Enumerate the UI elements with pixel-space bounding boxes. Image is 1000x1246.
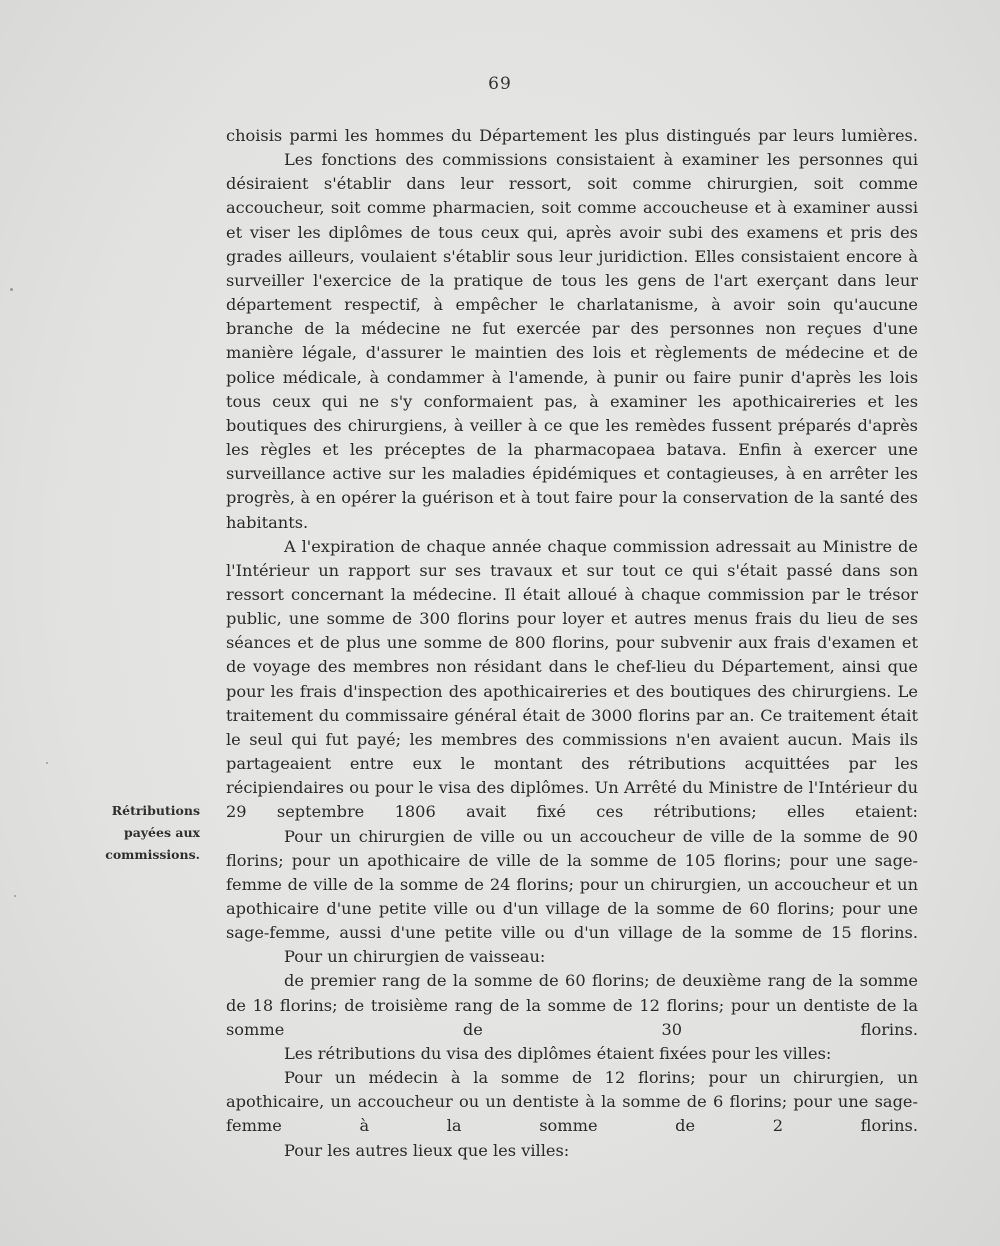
paragraph: Pour un chirurgien de ville ou un accoucheur de ville de la somme de 90 florins; pour un apothicaire de ville de la somme de 105 florins; pour une sage-femme de ville de la somme de 24 florins; pour un chirurgien, un accoucheur et un apothicaire d'une petite ville ou d'un village de la somme de 60 florins; pour une sage-femme, aussi d'une petite ville ou d'un village de la somme de 15 florins. [226,826,918,943]
page-number: 69 [488,74,512,94]
paragraph: Les fonctions des commissions consistaient à examiner les personnes qui désiraient s'établir dans leur ressort, soit comme chirurgien, soit comme accoucheur, soit comme pharmacien, soit comme accoucheuse et à examiner aussi et viser les diplômes de tous ceux qui, après avoir subi des examens et pris des grades ailleurs, voulaient s'établir sous leur juridiction. Elles consistaient encore à surveiller l'exercice de la pratique de tous les gens de l'art exerçant dans leur département respectif, à empêcher le charlatanisme, à avoir soin qu'aucune branche de la médecine ne fut exercée par des personnes non reçues d'une manière légale, d'assurer le maintien des lois et règlements de médecine et de police médicale, à condammer à l'amende, à punir ou faire punir d'après les lois tous ceux qui ne s'y conformaient pas, à examiner les apothicaireries et les boutiques des chirurgiens, à veiller à ce que les remèdes fussent préparés d'après les règles et les préceptes de la pharmacopaea batava. Enfin à exercer une surveillance active sur les maladies épidémiques et contagieuses, à en arrêter les progrès, à en opérer la guérison et à tout faire pour la conservation de la santé des habitants. [226,150,918,532]
paragraph: de premier rang de la somme de 60 florins; de deuxième rang de la somme de 18 florins; de troisième rang de la somme de 12 florins; pour un dentiste de la somme de 30 florins. [226,971,918,1039]
paragraph: Pour les autres lieux que les villes: [284,1140,570,1160]
paper-speck [10,288,13,291]
paragraph: Pour un chirurgien de vaisseau: [284,947,546,967]
paragraph: A l'expiration de chaque année chaque commission adressait au Ministre de l'Intérieur un rapport sur ses travaux et sur tout ce qui s'était passé dans son ressort concernant la médecine. Il était alloué à chaque commission par le trésor public, une somme de 300 florins pour loyer et autres menus frais du lieu de ses séances et de plus une somme de 800 florins, pour subvenir aux frais d'examen et de voyage des membres non résidant dans le chef-lieu du Département, ainsi que pour les frais d'inspection des apothicaireries et des boutiques des chirurgiens. Le traitement du commissaire général était de 3000 florins par an. Ce traitement était le seul qui fut payé; les membres des commissions n'en avaient aucun. Mais ils partageaient entre eux le montant des rétributions acquittées par les récipiendaires ou pour le visa des diplômes. Un Arrêté du Ministre de l'Intérieur du 29 septembre 1806 avait fixé ces rétributions; elles etaient: [226,536,918,822]
paper-speck [14,895,16,897]
body-text [226,124,918,1163]
paragraph: Pour un médecin à la somme de 12 florins; pour un chirurgien, un apothicaire, un accoucheur ou un dentiste à la somme de 6 florins; pour une sage-femme à la somme de 2 florins. [226,1068,918,1136]
paper-speck [46,762,48,764]
paragraph: Les rétributions du visa des diplômes étaient fixées pour les villes: [284,1043,832,1063]
paragraph: choisis parmi les hommes du Département les plus distingués par leurs lumières. [226,126,918,145]
margin-note: Rétributions payées aux commissions. [105,803,200,862]
